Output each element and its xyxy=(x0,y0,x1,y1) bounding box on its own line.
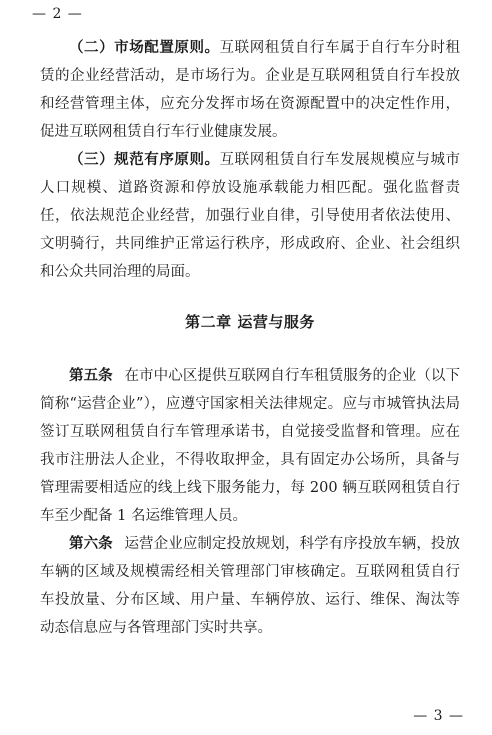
principle-3-heading: （三）规范有序原则。 xyxy=(69,152,220,168)
article-6-heading: 第六条 xyxy=(69,536,113,552)
document-body xyxy=(40,34,460,642)
paragraph-article-6 xyxy=(40,530,460,642)
paragraph-principle-2 xyxy=(40,34,460,146)
article-5-heading: 第五条 xyxy=(69,368,113,384)
page-number-bottom: — 3 — xyxy=(413,708,464,724)
page-number-top: — 2 — xyxy=(32,6,83,22)
article-5-text: 在市中心区提供互联网自行车租赁服务的企业（以下简称“运营企业”），应遵守国家相关法律规定。应与市城管执法局签订互联网租赁自行车管理承诺书，自觉接受监督和管理。应在我市注册法人企业，不得收取押金，具有固定办公场所，具备与管理需要相适应的线上线下服务能力，每 200 辆互联网租赁自行车至少配备 1 名运维管理人员。 xyxy=(40,368,461,524)
principle-2-text: 互联网租赁自行车属于自行车分时租赁的企业经营活动，是市场行为。企业是互联网租赁自行车投放和经营管理主体，应充分发挥市场在资源配置中的决定性作用，促进互联网租赁自行车行业健康发展。 xyxy=(40,40,461,140)
paragraph-principle-3 xyxy=(40,146,460,286)
principle-2-heading: （二）市场配置原则。 xyxy=(69,40,220,56)
principle-3-text: 互联网租赁自行车发展规模应与城市人口规模、道路资源和停放设施承载能力相匹配。强化监督责任，依法规范企业经营，加强行业自律，引导使用者依法使用、文明骑行，共同维护正常运行秩序，形成政府、企业、社会组织和公众共同治理的局面。 xyxy=(40,152,461,280)
article-6-text: 运营企业应制定投放规划，科学有序投放车辆，投放车辆的区域及规模需经相关管理部门审核确定。互联网租赁自行车投放量、分布区域、用户量、车辆停放、运行、维保、淘汰等动态信息应与各管理部门实时共享。 xyxy=(40,536,461,636)
paragraph-article-5 xyxy=(40,362,460,530)
chapter-title: 第二章 运营与服务 xyxy=(185,313,315,331)
